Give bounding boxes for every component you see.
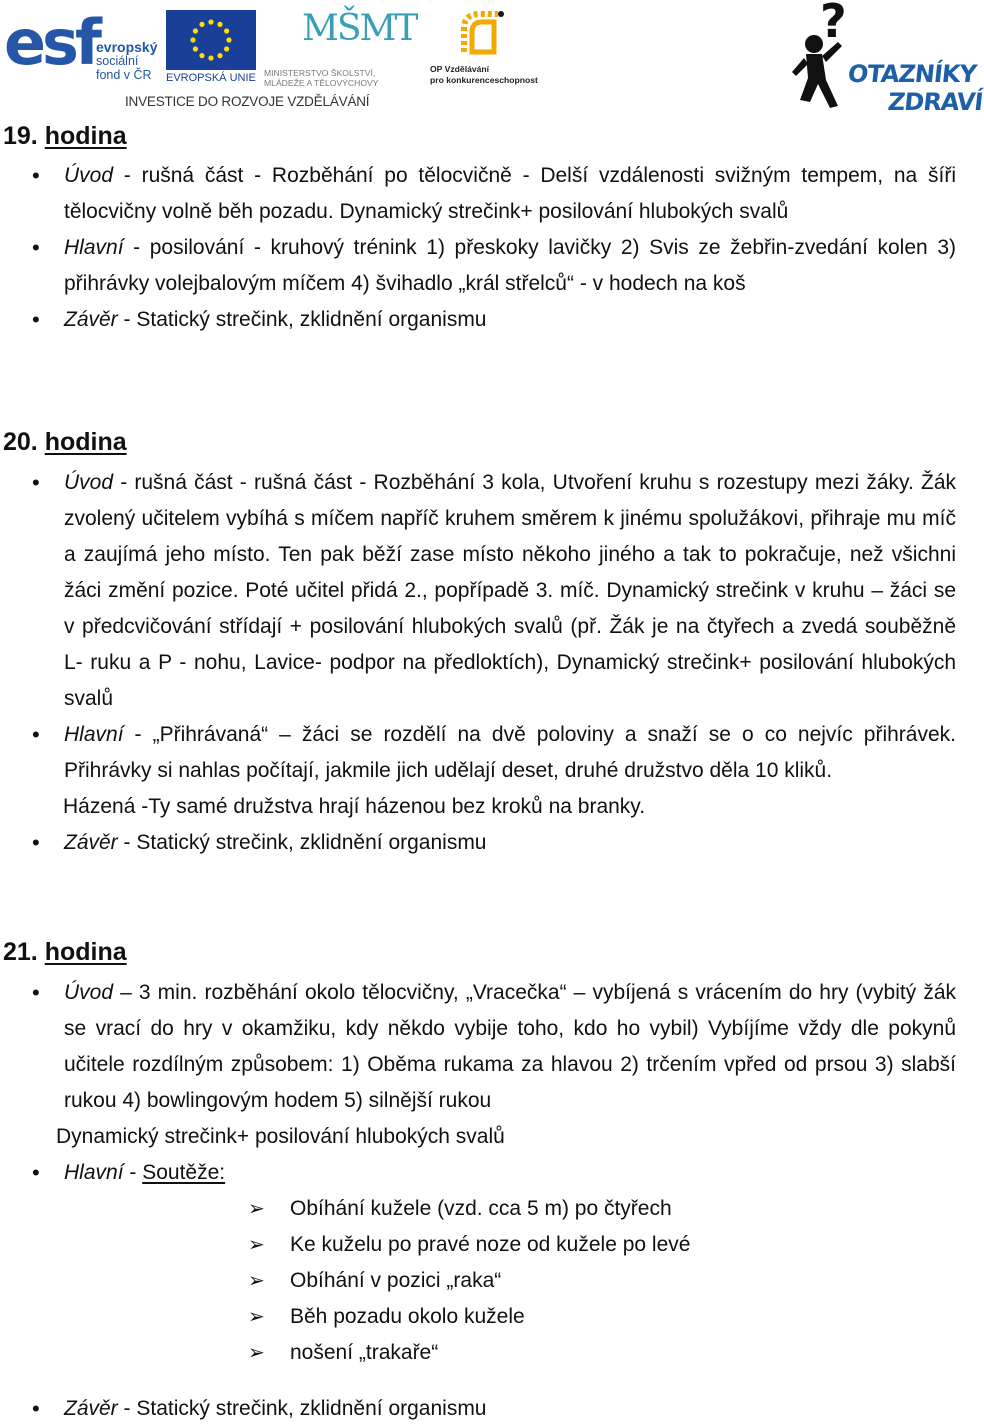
section-19-word: hodina bbox=[44, 122, 127, 150]
list-item bbox=[0, 975, 960, 1119]
contest-list bbox=[248, 1191, 690, 1371]
item-label: Závěr bbox=[64, 1397, 118, 1420]
item-text: - rušná část - rušná část - Rozběhání 3 kola, Utvoření kruhu s rozestupy mezi žáky. Žák zvolený učitelem vybíhá s míčem napříč kruhem směrem k jinému spolužákovi, přihraje mu míč a zaujímá jeho místo. Ten pak běží zase místo někoho jiného a tak to pokračuje, než všichni žáci změní pozice. Poté učitel přidá 2., popřípadě 3. míč. Dynamický strečink v kruhu – žáci se v předcvičování střídají + posilování hlubokých svalů (př. Žák je na čtyřech a zvedá souběžně L- ruku a P - nohu, Lavice- podpor na předloktích), Dynamický strečink+ posilování hlubokých svalů bbox=[64, 471, 956, 710]
op-logo-text bbox=[430, 64, 538, 86]
section-21-closing-list bbox=[0, 1391, 960, 1427]
esf-logo-letters: esf bbox=[4, 6, 98, 79]
investice-tagline: INVESTICE DO ROZVOJE VZDĚLÁVÁNÍ bbox=[125, 94, 370, 109]
eu-flag-icon bbox=[166, 10, 256, 70]
list-item bbox=[0, 465, 960, 717]
eu-label: EVROPSKÁ UNIE bbox=[166, 72, 256, 84]
item-text: - Statický strečink, zklidnění organismu bbox=[117, 308, 487, 331]
section-20-heading bbox=[3, 425, 127, 459]
hazena-paragraph: Házená -Ty samé družstva hrají házenou bez kroků na branky. bbox=[63, 795, 646, 818]
header-logos bbox=[0, 0, 984, 118]
esf-logo bbox=[4, 8, 159, 84]
eu-logo bbox=[166, 10, 258, 86]
section-19-list bbox=[0, 158, 960, 338]
dynamic-stretch-paragraph: Dynamický strečink+ posilování hlubokých svalů bbox=[56, 1125, 505, 1148]
esf-line-1: evropský bbox=[96, 39, 158, 55]
esf-line-2: sociální bbox=[96, 54, 139, 68]
section-20-word: hodina bbox=[44, 428, 127, 456]
item-label: Hlavní bbox=[64, 236, 124, 259]
op-logo-icon bbox=[450, 6, 512, 60]
item-separator: - bbox=[123, 1161, 143, 1184]
list-item bbox=[0, 302, 960, 338]
item-label: Úvod bbox=[64, 164, 114, 187]
item-label: Závěr bbox=[64, 308, 118, 331]
section-20-list bbox=[0, 465, 960, 789]
item-label: Závěr bbox=[64, 831, 118, 854]
msmt-line-1: MINISTERSTVO ŠKOLSTVÍ, bbox=[264, 68, 376, 78]
otazniky-zdravi-logo bbox=[792, 0, 984, 120]
esf-line-3: fond v ČR bbox=[96, 68, 152, 82]
contest-item: ➢ Běh pozadu okolo kužele bbox=[248, 1299, 690, 1335]
list-item bbox=[0, 825, 960, 861]
item-label: Úvod bbox=[64, 471, 114, 494]
list-item bbox=[0, 230, 960, 302]
msmt-logo bbox=[264, 8, 424, 88]
item-text: - Statický strečink, zklidnění organismu bbox=[117, 831, 487, 854]
item-text: - „Přihrávaná“ – žáci se rozdělí na dvě poloviny a snaží se o co nejvíc přihrávek. Přihrávky si nahlas počítají, jakmile jich udělají deset, druhé družstvo děla 10 kliků. bbox=[64, 723, 956, 782]
op-line-1: OP Vzdělávání bbox=[430, 64, 490, 74]
list-item bbox=[0, 1155, 960, 1191]
op-line-2: pro konkurenceschopnost bbox=[430, 75, 538, 85]
section-20-closing-list bbox=[0, 825, 960, 861]
list-item bbox=[0, 717, 960, 789]
msmt-line-2: MLÁDEŽE A TĚLOVÝCHOVY bbox=[264, 78, 379, 88]
section-21-word: hodina bbox=[44, 938, 127, 966]
eu-stars-icon bbox=[166, 10, 256, 70]
contest-item: ➢ Ke kuželu po pravé noze od kužele po levé bbox=[248, 1227, 690, 1263]
list-item bbox=[0, 158, 960, 230]
item-label: Hlavní bbox=[64, 1161, 124, 1184]
contest-item: ➢ Obíhání kužele (vzd. cca 5 m) po čtyřech bbox=[248, 1191, 690, 1227]
item-text: - posilování - kruhový trénink 1) přeskoky lavičky 2) Svis ze žebřin-zvedání kolen 3) přihrávky volejbalovým míčem 4) švihadlo „král střelců“ - v hodech na koš bbox=[64, 236, 956, 295]
contest-item: ➢ Obíhání v pozici „raka“ bbox=[248, 1263, 690, 1299]
section-21-number: 21. bbox=[3, 938, 38, 966]
question-mark-icon: ? bbox=[820, 0, 847, 48]
section-19-heading bbox=[3, 119, 127, 153]
esf-logo-text bbox=[96, 40, 157, 82]
item-text: - rušná část - Rozběhání po tělocvičně - Delší vzdálenosti svižným tempem, na šíři tělocvičny volně běh pozadu. Dynamický strečink+ posilování hlubokých svalů bbox=[64, 164, 956, 223]
item-label: Úvod bbox=[64, 981, 114, 1004]
section-21-heading bbox=[3, 935, 127, 969]
item-text: - Statický strečink, zklidnění organismu bbox=[117, 1397, 487, 1420]
section-20-number: 20. bbox=[3, 428, 38, 456]
op-logo bbox=[428, 6, 538, 88]
contests-label: Soutěže: bbox=[142, 1161, 226, 1184]
item-text: – 3 min. rozběhání okolo tělocvičny, „Vracečka“ – vybíjená s vrácením do hry (vybitý žák se vrací do hry v okamžiku, kdy někdo vybije toho, kdo ho vybil) Vybíjíme vždy dle pokynů učitele rozdílným způsobem: 1) Oběma rukama za hlavou 2) trčením vpřed od prsou 3) slabší rukou 4) bowlingovým hodem 5) silnější rukou bbox=[64, 981, 956, 1112]
oz-line-2: ZDRAVÍ bbox=[886, 88, 984, 116]
section-21-main-list bbox=[0, 1155, 960, 1191]
section-21-list bbox=[0, 975, 960, 1119]
contest-item: ➢ nošení „trakaře“ bbox=[248, 1335, 690, 1371]
msmt-logo-mark: MŠMT bbox=[302, 8, 417, 49]
msmt-logo-text bbox=[264, 68, 378, 88]
list-item bbox=[0, 1391, 960, 1427]
oz-line-1: OTAZNÍKY bbox=[846, 60, 978, 88]
section-19-number: 19. bbox=[3, 122, 38, 150]
item-label: Hlavní bbox=[64, 723, 124, 746]
